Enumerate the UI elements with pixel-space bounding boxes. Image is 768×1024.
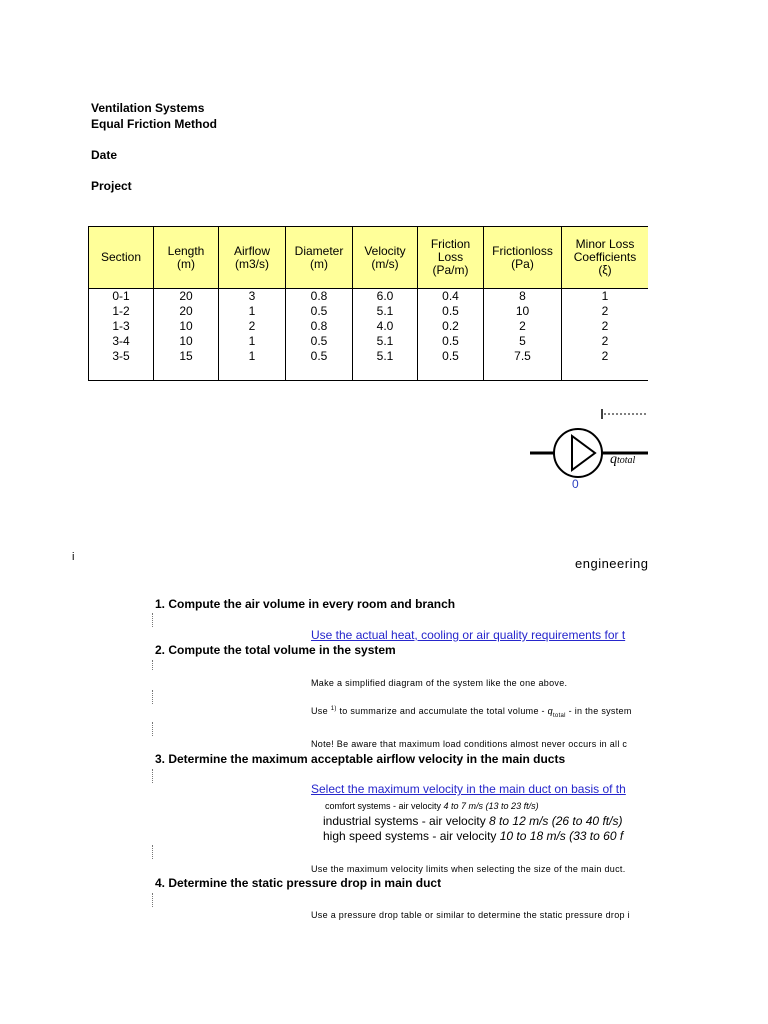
dotted-marker [152,660,153,670]
table-cell: 1 [219,334,286,349]
table-cell: 6.0 [353,289,418,305]
note-velocity-limits: Use the maximum velocity limits when selecting the size of the main duct. [311,864,626,874]
brand-text: engineering [575,556,648,571]
table-cell [219,364,286,381]
table-cell: 0.5 [286,304,353,319]
date-label: Date [91,148,118,162]
table-cell: 0.5 [286,334,353,349]
table-cell: 2 [562,334,649,349]
table-cell: 5.1 [353,334,418,349]
table-cell: 20 [154,289,219,305]
column-header: Diameter (m) [286,227,353,289]
industrial-velocity-text: industrial systems - air velocity 8 to 12 m/s (26 to 40 ft/s) [323,814,623,828]
step-3-heading: 3. Determine the maximum acceptable airflow velocity in the main ducts [155,752,566,766]
table-cell: 10 [484,304,562,319]
table-row [89,289,649,305]
column-header: Section [89,227,154,289]
table-cell: 7.5 [484,349,562,364]
step-4-heading: 4. Determine the static pressure drop in main duct [155,876,442,890]
table-cell: 8 [484,289,562,305]
table-cell: 1 [219,349,286,364]
table-cell: 2 [484,319,562,334]
table-cell: 1 [219,304,286,319]
dotted-marker [152,722,153,736]
table-row [89,349,649,364]
table-cell [89,364,154,381]
column-header: Airflow (m3/s) [219,227,286,289]
table-cell [286,364,353,381]
table-cell: 0-1 [89,289,154,305]
table-cell [154,364,219,381]
table-cell: 20 [154,304,219,319]
dotted-marker [152,893,153,907]
table-cell: 10 [154,319,219,334]
table-cell: 1 [562,289,649,305]
max-velocity-link[interactable]: Select the maximum velocity in the main duct on basis of th [311,782,626,796]
table-cell [418,364,484,381]
table-cell: 5.1 [353,349,418,364]
table-cell: 2 [562,304,649,319]
note-summarize-volume: Use $^{1)}$ to summarize and accumulate the total volume - $q_{total}$ - in the system [311,706,632,719]
step-1-heading: 1. Compute the air volume in every room and branch [155,597,456,611]
column-header: Length (m) [154,227,219,289]
dotted-marker [152,613,153,627]
table-cell [484,364,562,381]
table-cell: 0.8 [286,319,353,334]
table-row [89,319,649,334]
table-cell: 2 [562,349,649,364]
fan-diagram [520,405,648,495]
table-cell: 1-2 [89,304,154,319]
node-label: 0 [572,477,579,491]
dotted-marker [152,690,153,704]
dotted-marker [152,769,153,783]
table-row [89,304,649,319]
table-cell: 15 [154,349,219,364]
flow-label: qtotal [610,452,636,467]
sheet-title: Ventilation Systems [91,101,205,115]
comfort-velocity-text: comfort systems - air velocity 4 to 7 m/s (13 to 23 ft/s) [325,801,539,811]
table-cell: 0.4 [418,289,484,305]
table-cell: 0.5 [418,334,484,349]
table-cell: 3-5 [89,349,154,364]
table-cell [353,364,418,381]
sheet-subtitle: Equal Friction Method [91,117,217,131]
table-cell: 1-3 [89,319,154,334]
table-row [89,334,649,349]
column-header: Minor Loss Coefficients (ξ) [562,227,649,289]
table-cell: 2 [219,319,286,334]
dotted-marker [152,845,153,859]
note-pressure-drop: Use a pressure drop table or similar to determine the static pressure drop i [311,910,630,920]
duct-sections-table [88,226,648,381]
table-cell: 0.8 [286,289,353,305]
table-cell: 0.5 [418,349,484,364]
table-cell [562,364,649,381]
table-cell: 2 [562,319,649,334]
table-cell: 0.5 [418,304,484,319]
note-simplified-diagram: Make a simplified diagram of the system like the one above. [311,678,568,688]
table-cell: 3 [219,289,286,305]
table-header-row [89,227,649,289]
table-cell: 3-4 [89,334,154,349]
column-header: Velocity (m/s) [353,227,418,289]
table-cell: 0.2 [418,319,484,334]
high-speed-velocity-text: high speed systems - air velocity 10 to 18 m/s (33 to 60 f [323,829,624,843]
project-label: Project [91,179,132,193]
step-2-heading: 2. Compute the total volume in the system [155,643,396,657]
column-header: Friction Loss (Pa/m) [418,227,484,289]
note-maximum-load: Note! Be aware that maximum load conditions almost never occurs in all c [311,739,628,749]
table-cell: 4.0 [353,319,418,334]
column-header: Frictionloss (Pa) [484,227,562,289]
table-cell: 5 [484,334,562,349]
marker-text: i [72,551,75,563]
table-cell: 0.5 [286,349,353,364]
heat-requirements-link[interactable]: Use the actual heat, cooling or air quality requirements for t [311,628,626,642]
table-cell: 5.1 [353,304,418,319]
table-cell: 10 [154,334,219,349]
table-row [89,364,649,381]
